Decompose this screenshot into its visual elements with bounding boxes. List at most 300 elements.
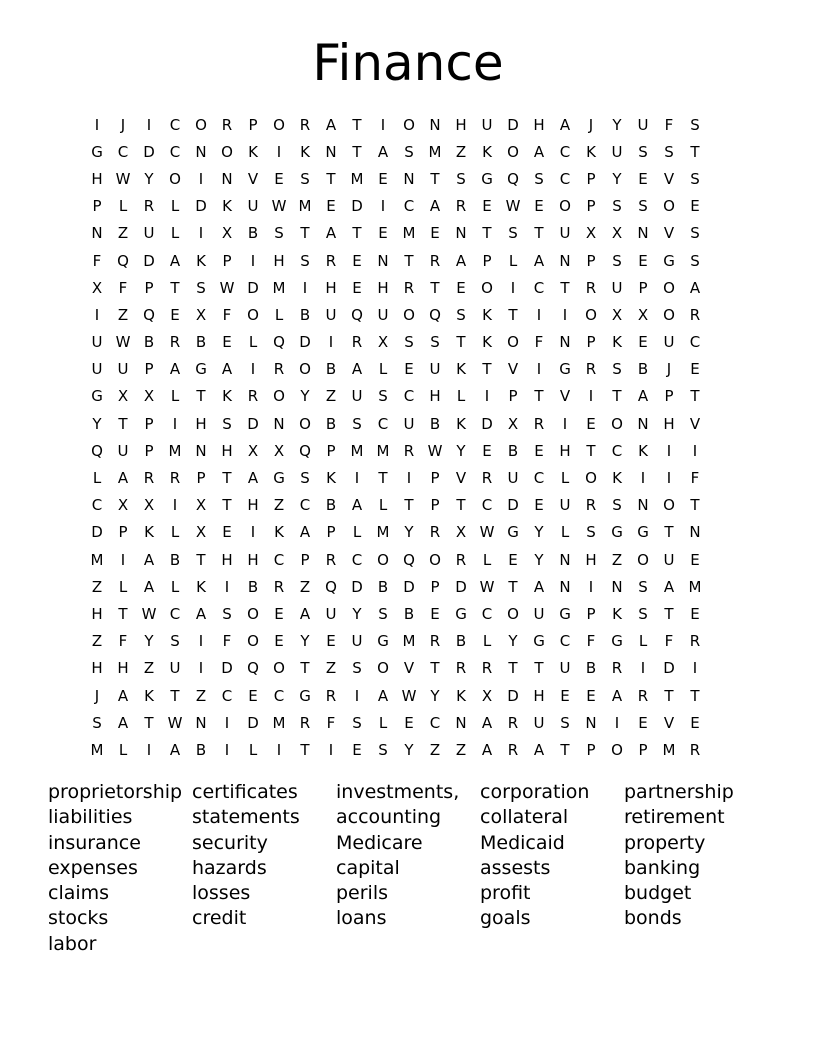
grid-letter: S [456,169,466,188]
grid-letter: G [273,469,285,488]
grid-letter: G [377,632,389,651]
grid-letter: L [456,387,466,406]
word-list-item: Medicaid [480,831,565,854]
grid-letter: I [484,387,490,406]
grid-letter: K [482,333,492,352]
grid-letter: P [430,577,440,596]
grid-letter: P [248,115,258,134]
grid-letter: K [196,251,206,270]
grid-letter: C [429,713,441,732]
grid-letter: M [90,740,104,759]
grid-letter: G [455,604,467,623]
grid-letter: C [91,496,103,515]
grid-letter: F [586,632,596,651]
grid-letter: M [402,224,416,243]
grid-row [84,682,734,709]
grid-letter: A [611,686,623,705]
grid-letter: E [482,197,492,216]
grid-letter: C [403,197,415,216]
grid-letter: J [666,360,672,379]
grid-row [84,492,734,519]
grid-letter: L [170,197,180,216]
grid-letter: L [378,713,388,732]
grid-letter: O [299,360,311,379]
grid-letter: R [429,523,441,542]
grid-letter: X [455,523,467,542]
grid-letter: S [92,713,102,732]
grid-letter: U [403,414,415,433]
grid-letter: I [198,169,204,188]
grid-letter: L [118,577,128,596]
grid-row [84,247,734,274]
grid-letter: T [222,469,232,488]
grid-letter: S [638,604,648,623]
grid-letter: T [664,686,674,705]
grid-letter: M [298,197,312,216]
grid-letter: S [404,333,414,352]
word-list-item: perils [336,882,389,905]
word-column [336,780,480,957]
grid-letter: E [404,713,414,732]
word-list-item: partnership [624,781,734,803]
grid-letter: P [586,604,596,623]
grid-letter: K [144,686,154,705]
grid-letter: U [481,115,493,134]
grid-letter: I [146,740,152,759]
grid-letter: Z [117,224,129,243]
word-list-item: security [192,831,268,854]
grid-letter: H [91,169,103,188]
grid-letter: N [195,713,207,732]
grid-letter: K [248,142,258,161]
grid-letter: S [378,604,388,623]
grid-letter: Z [325,659,337,678]
grid-letter: E [352,251,362,270]
grid-letter: E [482,441,492,460]
grid-letter: U [559,224,571,243]
grid-letter: D [507,496,519,515]
grid-letter: E [690,360,700,379]
grid-letter: T [690,142,700,161]
grid-letter: Y [430,686,440,705]
grid-row [84,165,734,192]
grid-letter: E [690,197,700,216]
grid-letter: N [377,251,389,270]
grid-letter: S [508,224,518,243]
grid-letter: P [326,523,336,542]
grid-letter: T [482,224,492,243]
grid-letter: E [690,713,700,732]
grid-letter: O [273,387,285,406]
grid-letter: T [430,278,440,297]
grid-letter: X [195,305,207,324]
grid-letter: T [196,387,206,406]
grid-letter: R [221,115,233,134]
grid-letter: H [377,278,389,297]
grid-letter: G [533,632,545,651]
grid-letter: R [689,632,701,651]
grid-letter: I [666,469,672,488]
grid-letter: O [377,659,389,678]
grid-letter: O [559,197,571,216]
grid-letter: L [378,496,388,515]
grid-letter: P [144,360,154,379]
grid-letter: N [637,414,649,433]
grid-letter: B [325,360,337,379]
grid-row [84,111,734,138]
grid-letter: D [481,414,493,433]
grid-letter: T [352,224,362,243]
grid-row [84,356,734,383]
grid-letter: I [250,251,256,270]
grid-letter: K [456,414,466,433]
grid-letter: E [326,197,336,216]
grid-letter: E [222,333,232,352]
grid-letter: D [351,197,363,216]
grid-letter: E [534,197,544,216]
grid-letter: O [429,550,441,569]
grid-letter: I [640,469,646,488]
grid-letter: I [406,469,412,488]
grid-letter: F [222,632,232,651]
grid-letter: B [195,740,207,759]
grid-letter: A [325,115,337,134]
grid-letter: Y [352,604,362,623]
grid-letter: D [195,197,207,216]
grid-letter: R [533,414,545,433]
grid-letter: A [377,142,389,161]
grid-letter: A [533,142,545,161]
grid-letter: L [118,197,128,216]
grid-letter: A [637,387,649,406]
grid-letter: C [559,142,571,161]
grid-letter: E [534,441,544,460]
grid-letter: E [352,278,362,297]
grid-letter: K [482,142,492,161]
grid-letter: T [612,387,622,406]
grid-letter: T [352,115,362,134]
grid-letter: D [351,577,363,596]
grid-letter: G [559,360,571,379]
grid-letter: A [117,469,129,488]
grid-letter: L [482,550,492,569]
grid-letter: O [247,305,259,324]
grid-letter: F [534,333,544,352]
grid-letter: E [690,604,700,623]
grid-letter: C [169,142,181,161]
grid-letter: U [169,659,181,678]
grid-letter: O [637,550,649,569]
grid-letter: A [351,360,363,379]
grid-letter: U [117,441,129,460]
grid-letter: I [120,550,126,569]
grid-letter: P [92,197,102,216]
grid-letter: Z [91,632,103,651]
grid-letter: Y [508,632,518,651]
grid-letter: M [428,142,442,161]
grid-letter: E [638,169,648,188]
grid-letter: F [222,305,232,324]
grid-letter: F [92,251,102,270]
word-column [192,780,336,957]
grid-letter: P [638,740,648,759]
grid-letter: W [115,333,131,352]
grid-letter: V [689,414,701,433]
grid-letter: P [586,197,596,216]
grid-letter: E [430,604,440,623]
grid-letter: K [326,469,336,488]
grid-letter: I [250,360,256,379]
word-list-item: claims [48,882,110,905]
grid-letter: T [664,523,674,542]
grid-letter: R [585,360,597,379]
grid-letter: V [247,169,259,188]
grid-letter: E [404,360,414,379]
grid-letter: E [170,305,180,324]
grid-letter: S [664,142,674,161]
grid-letter: N [585,713,597,732]
grid-letter: Z [117,305,129,324]
grid-letter: L [560,523,570,542]
grid-letter: X [637,305,649,324]
grid-letter: S [378,740,388,759]
grid-letter: I [640,659,646,678]
grid-letter: K [586,142,596,161]
grid-letter: I [328,740,334,759]
grid-letter: I [536,360,542,379]
grid-letter: O [585,469,597,488]
grid-letter: D [143,142,155,161]
grid-letter: R [637,686,649,705]
grid-letter: G [637,523,649,542]
grid-letter: W [115,169,131,188]
grid-letter: S [352,414,362,433]
grid-letter: T [170,278,180,297]
word-list-item: bonds [624,907,682,930]
grid-letter: H [429,387,441,406]
grid-letter: O [247,632,259,651]
grid-letter: B [169,550,181,569]
grid-letter: C [351,550,363,569]
grid-letter: V [403,659,415,678]
grid-letter: Y [456,441,466,460]
grid-letter: M [350,441,364,460]
grid-row [84,628,734,655]
grid-letter: G [299,686,311,705]
grid-letter: P [430,496,440,515]
grid-letter: C [169,604,181,623]
grid-letter: W [427,441,443,460]
grid-letter: S [534,169,544,188]
word-list-item: hazards [192,856,267,879]
grid-letter: S [690,251,700,270]
grid-letter: I [510,278,516,297]
grid-letter: I [146,115,152,134]
grid-letter: M [376,523,390,542]
grid-letter: D [299,333,311,352]
grid-letter: Q [143,305,155,324]
word-list-item: collateral [480,806,569,829]
grid-letter: R [299,115,311,134]
grid-letter: I [614,713,620,732]
grid-row [84,193,734,220]
grid-letter: P [222,251,232,270]
grid-letter: P [586,251,596,270]
grid-letter: S [404,142,414,161]
grid-letter: M [272,713,286,732]
grid-letter: T [196,550,206,569]
grid-letter: S [586,523,596,542]
grid-letter: T [300,224,310,243]
grid-letter: C [559,169,571,188]
word-list-item: assests [480,856,551,879]
grid-letter: C [559,632,571,651]
grid-letter: U [351,387,363,406]
grid-letter: K [612,469,622,488]
grid-letter: E [586,686,596,705]
grid-letter: Q [351,305,363,324]
word-list-item: liabilities [48,806,133,829]
grid-row [84,464,734,491]
grid-letter: E [378,224,388,243]
grid-letter: E [534,496,544,515]
grid-letter: L [118,740,128,759]
grid-letter: A [195,604,207,623]
grid-letter: B [507,441,519,460]
grid-letter: R [299,713,311,732]
grid-letter: V [455,469,467,488]
grid-letter: C [403,387,415,406]
grid-letter: U [507,469,519,488]
grid-letter: X [611,305,623,324]
grid-letter: U [91,360,103,379]
grid-letter: O [663,278,675,297]
grid-row [84,655,734,682]
grid-letter: B [325,414,337,433]
grid-letter: D [663,659,675,678]
grid-letter: E [560,686,570,705]
grid-letter: B [325,496,337,515]
grid-letter: D [221,659,233,678]
grid-letter: O [195,115,207,134]
grid-letter: E [430,224,440,243]
grid-letter: P [144,278,154,297]
grid-letter: I [224,713,230,732]
grid-letter: K [222,197,232,216]
grid-letter: P [196,469,206,488]
grid-letter: E [352,740,362,759]
grid-letter: Q [325,577,337,596]
grid-letter: A [559,115,571,134]
word-list-item: certificates [192,781,298,803]
grid-letter: P [430,469,440,488]
grid-letter: R [169,469,181,488]
grid-letter: C [117,142,129,161]
grid-letter: G [663,251,675,270]
grid-letter: Z [299,577,311,596]
grid-letter: C [533,469,545,488]
grid-letter: W [479,577,495,596]
grid-letter: N [273,414,285,433]
grid-letter: O [663,305,675,324]
grid-letter: T [560,278,570,297]
grid-letter: H [455,115,467,134]
grid-letter: E [690,550,700,569]
grid-letter: L [638,632,648,651]
grid-letter: W [401,686,417,705]
grid-letter: I [276,142,282,161]
grid-letter: I [224,740,230,759]
grid-letter: C [169,115,181,134]
grid-letter: U [663,550,675,569]
grid-row [84,519,734,546]
grid-letter: P [586,740,596,759]
grid-letter: I [562,414,568,433]
grid-letter: B [247,577,259,596]
grid-letter: V [507,360,519,379]
grid-letter: P [326,441,336,460]
grid-letter: Q [429,305,441,324]
grid-letter: T [560,740,570,759]
grid-letter: K [144,523,154,542]
grid-letter: R [611,659,623,678]
grid-letter: N [689,523,701,542]
grid-letter: R [325,686,337,705]
grid-letter: R [455,550,467,569]
word-list-item: proprietorship [48,781,183,803]
grid-letter: X [91,278,103,297]
word-column [624,780,768,957]
grid-letter: Q [91,441,103,460]
grid-letter: E [638,333,648,352]
grid-letter: S [690,224,700,243]
grid-letter: X [273,441,285,460]
grid-letter: S [378,387,388,406]
letter-grid [84,111,734,764]
grid-letter: B [585,659,597,678]
grid-letter: C [689,333,701,352]
grid-letter: C [533,278,545,297]
grid-letter: U [377,305,389,324]
grid-row [84,573,734,600]
grid-letter: U [117,360,129,379]
grid-letter: J [94,686,100,705]
grid-letter: K [456,686,466,705]
grid-row [84,410,734,437]
grid-letter: F [118,632,128,651]
grid-letter: Y [612,169,622,188]
grid-letter: A [377,686,389,705]
grid-letter: R [351,333,363,352]
grid-letter: H [117,659,129,678]
grid-letter: A [533,577,545,596]
grid-letter: A [533,740,545,759]
grid-letter: X [377,333,389,352]
word-list-item: credit [192,907,247,930]
grid-letter: S [300,169,310,188]
grid-letter: I [536,305,542,324]
grid-letter: Y [300,387,310,406]
word-list-item: banking [624,856,701,879]
word-list-item: labor [48,932,97,955]
grid-letter: H [533,115,545,134]
grid-letter: H [585,550,597,569]
grid-letter: G [559,604,571,623]
grid-letter: Q [273,333,285,352]
grid-letter: H [247,550,259,569]
grid-letter: X [585,224,597,243]
grid-letter: N [559,577,571,596]
